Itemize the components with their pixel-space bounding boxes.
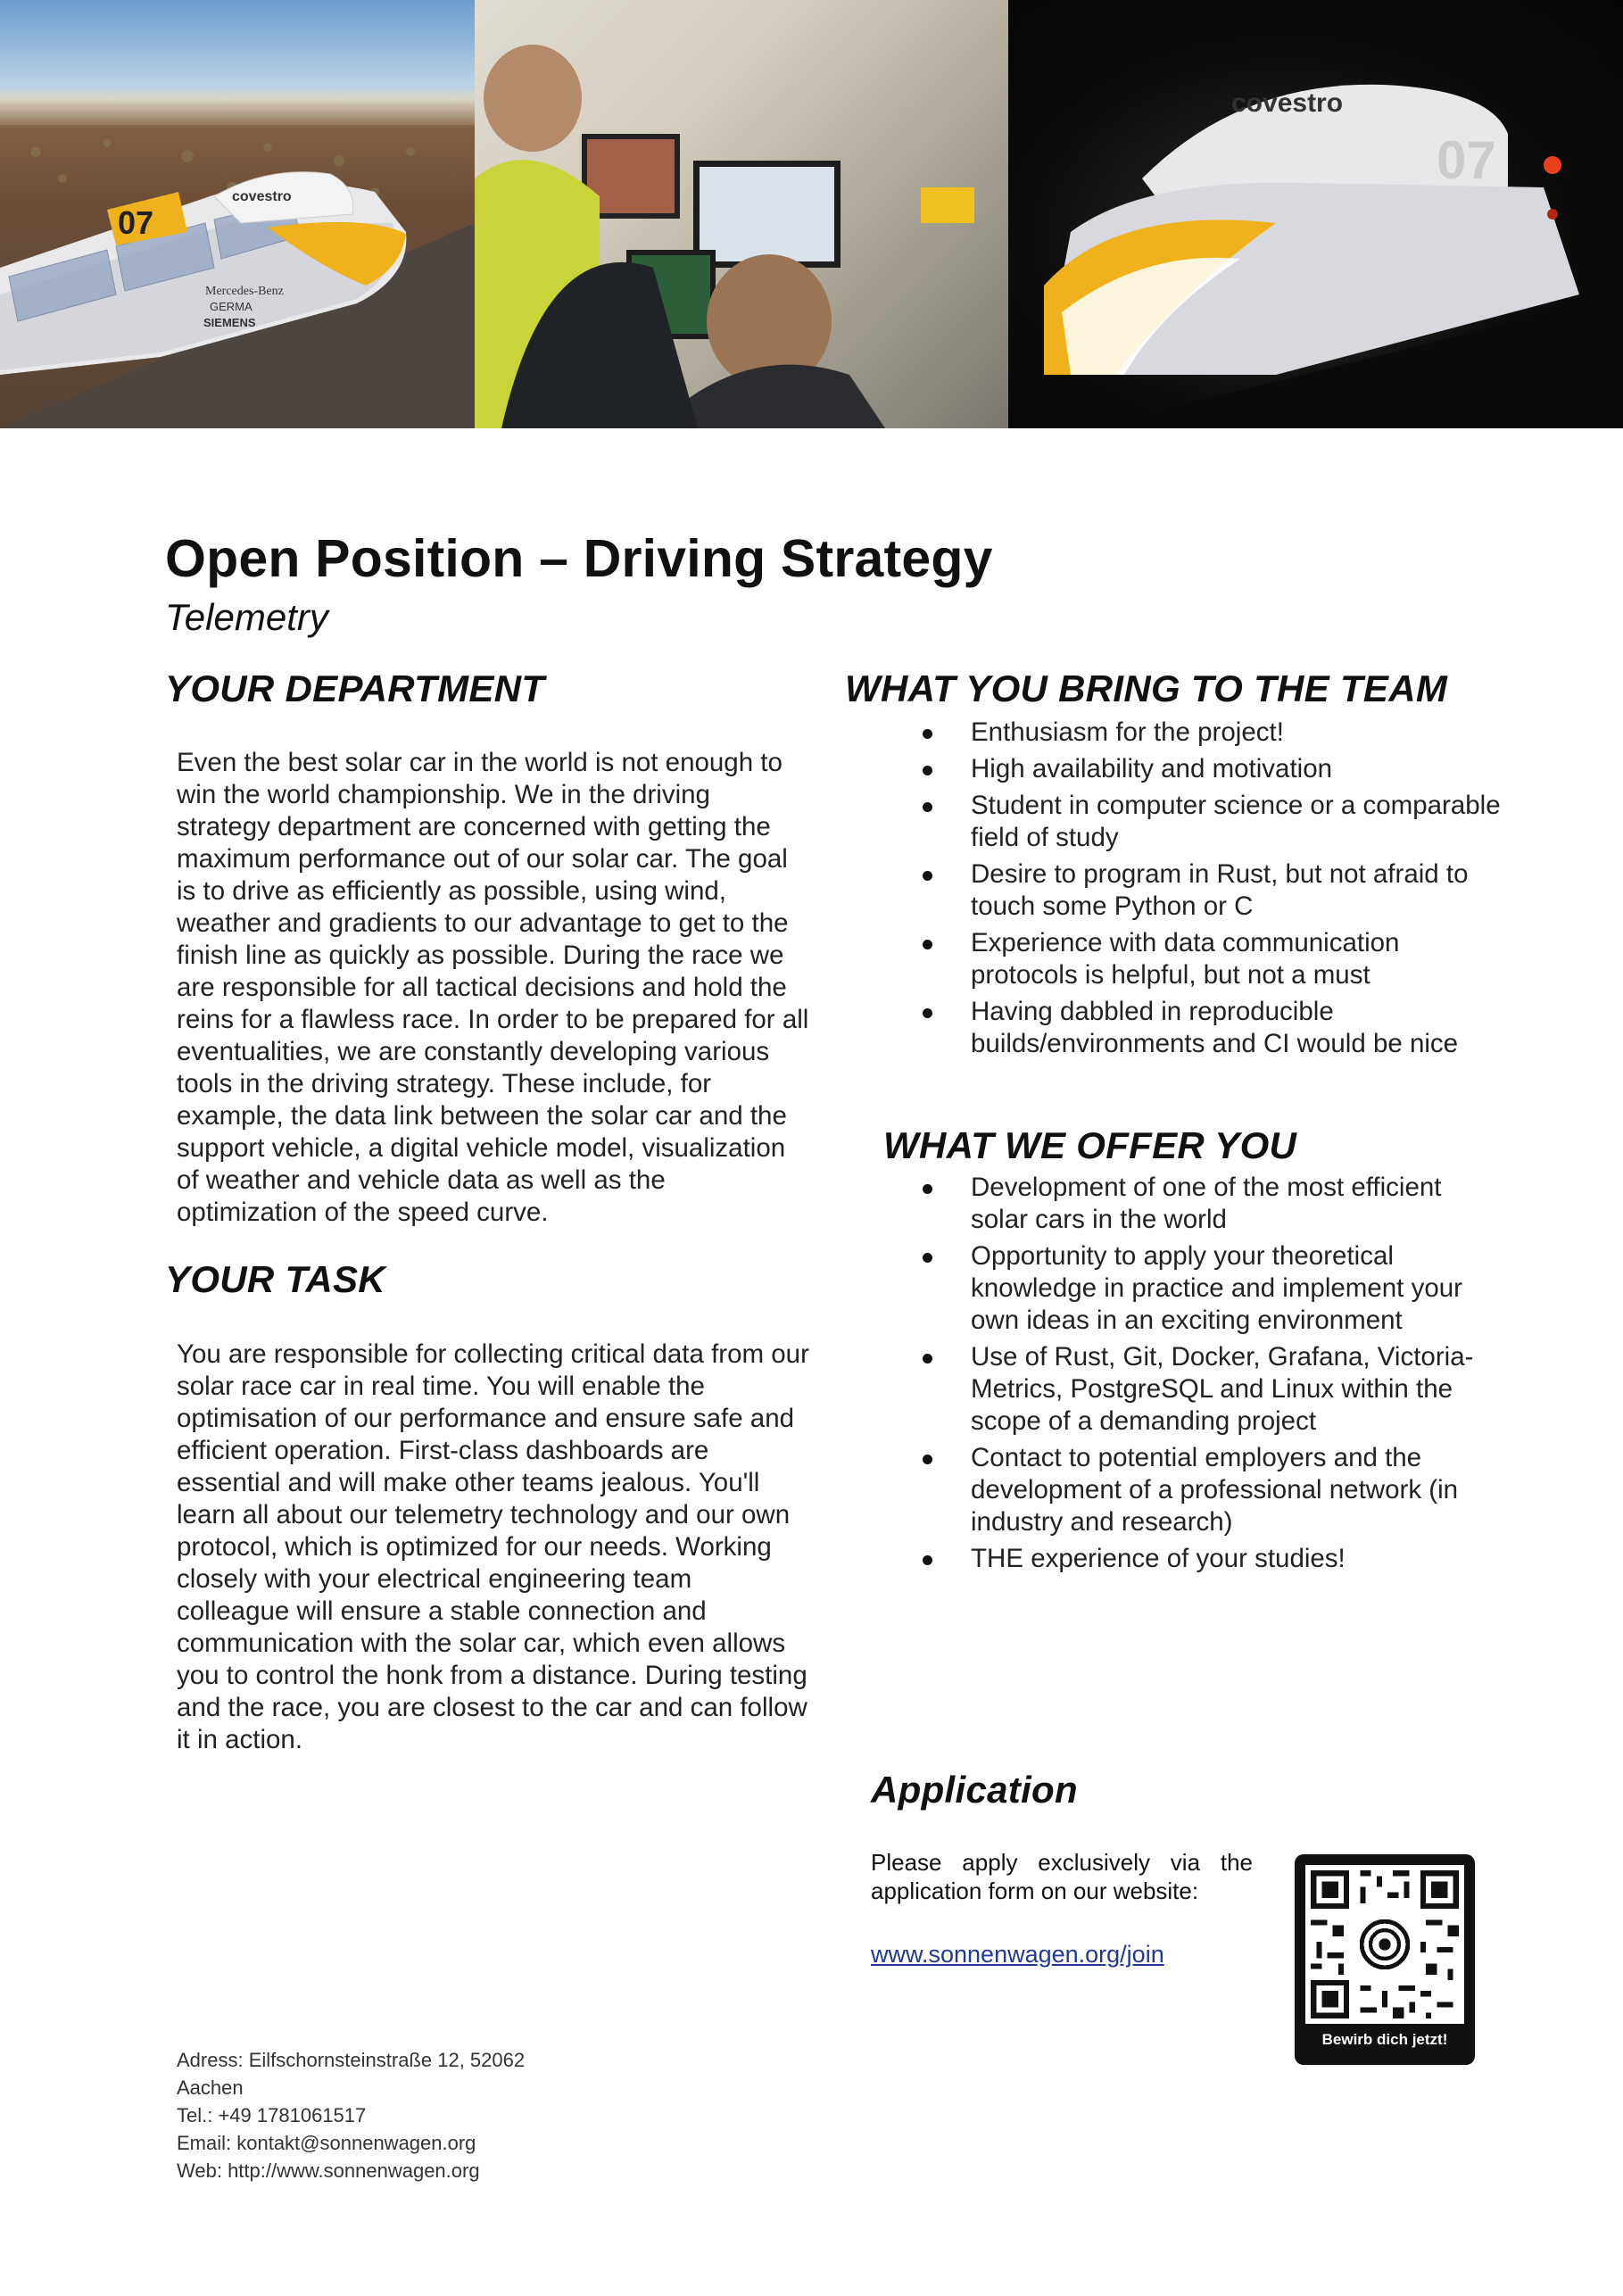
list-item-text: Use of Rust, Git, Docker, Grafana, Victoria-Metrics, PostgreSQL and Linux within the scope of a demanding project: [971, 1342, 1474, 1436]
bullet-icon: [923, 729, 932, 739]
bullet-icon: [923, 802, 932, 812]
page-title: Open Position – Driving Strategy: [165, 529, 993, 588]
footer-web[interactable]: Web: http://www.sonnenwagen.org: [177, 2159, 480, 2182]
application-text: Please apply exclusively via the application form on our website:: [871, 1849, 1253, 1904]
list-item: [971, 1240, 1479, 1337]
list-item-text: Desire to program in Rust, but not afraid to touch some Python or C: [971, 859, 1469, 921]
car-sponsor-siemens: SIEMENS: [203, 316, 256, 329]
list-item: [971, 1442, 1479, 1538]
car-sponsor-mercedes: Mercedes-Benz: [205, 285, 284, 298]
list-item-text: Opportunity to apply your theoretical knowledge in practice and implement your own ideas in an exciting environment: [971, 1241, 1462, 1335]
list-item: [971, 996, 1506, 1060]
task-heading: YOUR TASK: [165, 1258, 385, 1300]
footer-phone: Tel.: +49 1781061517: [177, 2104, 367, 2126]
list-item-text: Student in computer science or a comparable field of study: [971, 791, 1501, 852]
qr-code-image: [1305, 1865, 1464, 2024]
list-item: [971, 1341, 1479, 1438]
bullet-icon: [923, 1455, 932, 1464]
list-item-text: High availability and motivation: [971, 754, 1333, 783]
qr-caption: Bewirb dich jetzt!: [1321, 2031, 1448, 2048]
offer-heading: WHAT WE OFFER YOU: [883, 1124, 1297, 1166]
list-item-text: Enthusiasm for the project!: [971, 717, 1284, 747]
application-heading: Application: [871, 1769, 1078, 1811]
list-item-text: Development of one of the most efficient solar cars in the world: [971, 1173, 1442, 1234]
qr-code-icon: [1305, 1865, 1464, 2024]
telemetry-team-illustration: [475, 0, 1008, 428]
department-heading: YOUR DEPARTMENT: [165, 667, 545, 709]
solar-car-desert-illustration: [0, 0, 475, 428]
solar-car-desert-photo: [0, 0, 475, 428]
night-car-sponsor-covestro: covestro: [1231, 88, 1344, 118]
list-item: [971, 790, 1506, 854]
list-item-text: Experience with data communication protocols is helpful, but not a must: [971, 928, 1400, 990]
bring-list: [971, 717, 1506, 1065]
task-text: You are responsible for collecting critical data from our solar race car in real time. You will enable the optimisation of our performance and ensure safe and efficient operation. First-class dashboards are essential and will make other teams jealous. You'll learn all about our telemetry technology and our own protocol, which is optimized for our needs. Working closely with your electrical engineering team colleague will ensure a stable connection and communication with the solar car, which even allows you to control the honk from a distance. During testing and the race, you are closest to the car and can follow it in action.: [177, 1339, 809, 1754]
bullet-icon: [923, 1555, 932, 1565]
footer-email[interactable]: Email: kontakt@sonnenwagen.org: [177, 2132, 476, 2154]
list-item: [971, 1543, 1479, 1575]
list-item-text: Having dabbled in reproducible builds/environments and CI would be nice: [971, 997, 1459, 1058]
car-sponsor-covestro: covestro: [232, 189, 292, 204]
solar-car-night-photo: [1008, 0, 1623, 428]
car-number-07: 07: [118, 204, 154, 241]
list-item: [971, 927, 1506, 991]
bullet-icon: [923, 1184, 932, 1194]
application-link[interactable]: www.sonnenwagen.org/join: [871, 1941, 1164, 1968]
list-item: [971, 753, 1506, 785]
list-item-text: Contact to potential employers and the development of a professional network (in industry and research): [971, 1443, 1459, 1537]
offer-list: [971, 1172, 1479, 1579]
bullet-icon: [923, 940, 932, 949]
page-subtitle: Telemetry: [165, 596, 328, 638]
footer-address: Adress: Eilfschornsteinstraße 12, 52062 Aachen: [177, 2049, 526, 2099]
footer-contact: [177, 2046, 569, 2184]
bullet-icon: [923, 766, 932, 775]
svg-text:07: 07: [1437, 130, 1496, 190]
list-item: [971, 1172, 1479, 1236]
bullet-icon: [923, 871, 932, 881]
header-photo-strip: [0, 0, 1623, 428]
qr-code-card[interactable]: [1295, 1854, 1475, 2065]
list-item: [971, 858, 1506, 923]
telemetry-team-photo: [475, 0, 1008, 428]
car-sponsor-germa: GERMA: [210, 300, 253, 313]
solar-car-night-illustration: [1008, 0, 1623, 428]
department-text: Even the best solar car in the world is not enough to win the world championship. We in the driving strategy department are concerned with getting the maximum performance out of our solar car. The goal is to drive as efficiently as possible, using wind, weather and gradients to our advantage to get to the finish line as quickly as possible. During the race we are responsible for all tactical decisions and hold the reins for a flawless race. In order to be prepared for all eventualities, we are constantly developing various tools in the driving strategy. These include, for example, the data link between the solar car and the support vehicle, a digital vehicle model, visualization of weather and vehicle data as well as the optimization of the speed curve.: [177, 748, 809, 1227]
list-item: [971, 717, 1506, 749]
bring-heading: WHAT YOU BRING TO THE TEAM: [845, 667, 1448, 709]
bullet-icon: [923, 1354, 932, 1364]
bullet-icon: [923, 1253, 932, 1263]
bullet-icon: [923, 1008, 932, 1018]
list-item-text: THE experience of your studies!: [971, 1544, 1346, 1573]
